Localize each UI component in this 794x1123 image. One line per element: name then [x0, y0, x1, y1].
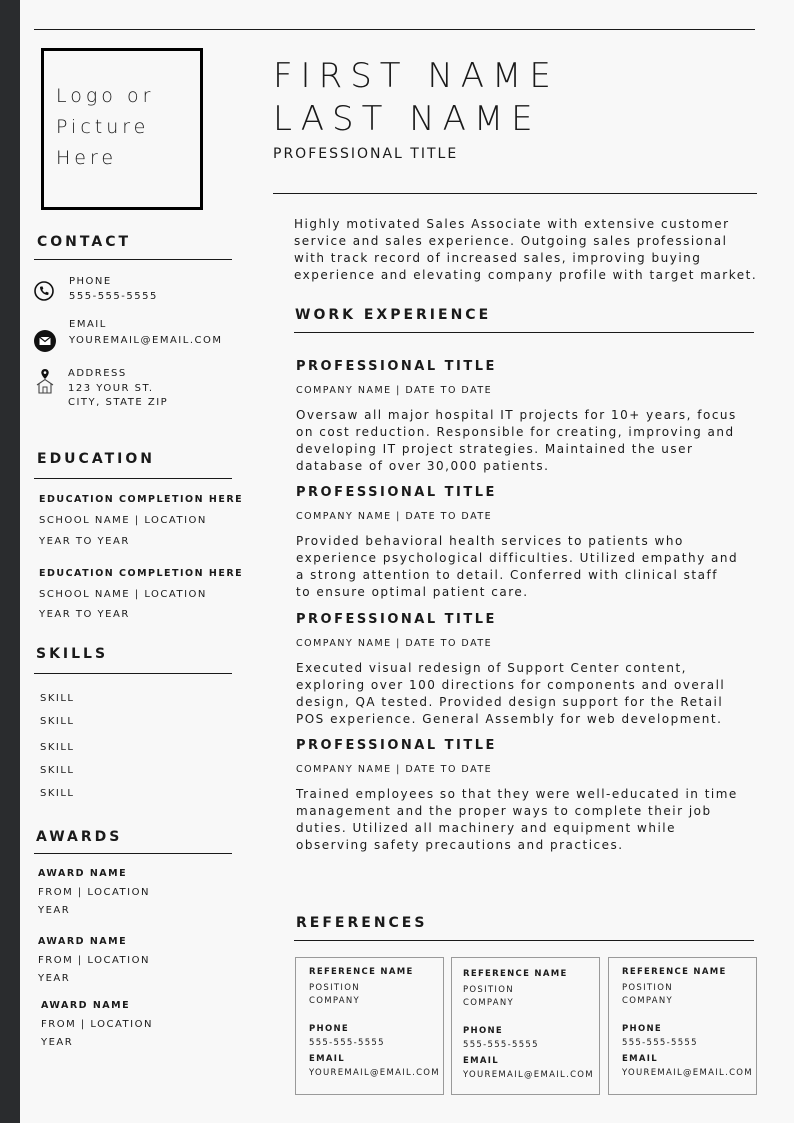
skill-item: SKILL — [40, 765, 75, 776]
job-title: PROFESSIONAL TITLE — [296, 485, 497, 500]
reference-card — [451, 957, 600, 1095]
education-school: SCHOOL NAME | LOCATION — [39, 589, 207, 600]
job-line: developing IT project strategies. Maintained the user — [296, 442, 694, 456]
reference-email: YOUREMAIL@EMAIL.COM — [309, 1068, 440, 1078]
awards-divider — [34, 853, 232, 854]
header-divider — [273, 193, 757, 194]
skills-heading: SKILLS — [36, 646, 109, 662]
summary-line: with track record of increased sales, improving buying — [294, 251, 702, 265]
reference-phone: 555-555-5555 — [463, 1040, 539, 1050]
address-line1: 123 YOUR ST. — [68, 383, 154, 394]
email-icon — [34, 330, 56, 352]
awards-heading: AWARDS — [36, 829, 123, 845]
phone-value: 555-555-5555 — [69, 291, 158, 302]
education-school: SCHOOL NAME | LOCATION — [39, 515, 207, 526]
job-title: PROFESSIONAL TITLE — [296, 359, 497, 374]
job-line: exploring over 100 directions for components and overall — [296, 678, 726, 692]
job-line: to ensure optimal patient care. — [296, 585, 529, 599]
award-year: YEAR — [38, 905, 71, 916]
reference-position: POSITION — [309, 983, 360, 993]
top-divider — [34, 29, 755, 30]
reference-position: POSITION — [622, 983, 673, 993]
contact-divider — [34, 259, 232, 260]
job-line: design, QA tested. Provided design support for the Retail — [296, 695, 724, 709]
job-entry — [296, 485, 766, 601]
reference-email-label: EMAIL — [622, 1054, 658, 1064]
skill-item: SKILL — [40, 788, 75, 799]
job-entry — [296, 738, 766, 854]
summary-line: experience and elevating company profile with target market. — [294, 268, 758, 282]
award-year: YEAR — [38, 973, 71, 984]
reference-card — [608, 957, 757, 1095]
reference-phone: 555-555-5555 — [309, 1038, 385, 1048]
award-name: AWARD NAME — [38, 936, 128, 947]
job-line: Oversaw all major hospital IT projects for 10+ years, focus — [296, 408, 737, 422]
email-value: YOUREMAIL@EMAIL.COM — [69, 335, 223, 346]
reference-card — [295, 957, 444, 1095]
email-label: EMAIL — [69, 319, 107, 330]
address-label: ADDRESS — [68, 368, 127, 379]
work-experience-heading: WORK EXPERIENCE — [295, 307, 492, 323]
skill-item: SKILL — [40, 693, 75, 704]
job-title: PROFESSIONAL TITLE — [296, 738, 497, 753]
home-location-icon — [35, 368, 57, 394]
logo-placeholder-text: Logo or Picture Here — [56, 85, 155, 169]
job-line: Executed visual redesign of Support Center content, — [296, 661, 687, 675]
job-line: Provided behavioral health services to patients who — [296, 534, 684, 548]
job-line: duties. Utilized all machinery and equipment while — [296, 821, 676, 835]
job-line: Trained employees so that they were well-educated in time — [296, 787, 738, 801]
phone-icon — [34, 281, 54, 301]
job-line: experience psychological difficulties. Utilized empathy and — [296, 551, 739, 565]
reference-phone: 555-555-5555 — [622, 1038, 698, 1048]
reference-email: YOUREMAIL@EMAIL.COM — [622, 1068, 753, 1078]
job-entry — [296, 612, 766, 728]
job-description — [296, 407, 766, 475]
summary — [294, 216, 764, 284]
reference-name: REFERENCE NAME — [463, 969, 568, 979]
reference-company: COMPANY — [463, 998, 515, 1008]
reference-email: YOUREMAIL@EMAIL.COM — [463, 1070, 594, 1080]
job-line: database of over 30,000 patients. — [296, 459, 550, 473]
job-line: POS experience. General Assembly for web development. — [296, 712, 723, 726]
contact-heading: CONTACT — [37, 234, 132, 250]
education-divider — [34, 478, 232, 479]
job-company: COMPANY NAME | DATE TO DATE — [296, 385, 493, 396]
phone-label: PHONE — [69, 276, 112, 287]
logo-placeholder — [41, 48, 203, 210]
references-divider — [294, 940, 754, 941]
award-name: AWARD NAME — [41, 1000, 131, 1011]
reference-phone-label: PHONE — [622, 1024, 662, 1034]
last-name: LAST NAME — [273, 99, 541, 139]
job-company: COMPANY NAME | DATE TO DATE — [296, 511, 493, 522]
job-company: COMPANY NAME | DATE TO DATE — [296, 638, 493, 649]
summary-line: Highly motivated Sales Associate with extensive customer — [294, 217, 730, 231]
award-name: AWARD NAME — [38, 868, 128, 879]
skill-item: SKILL — [40, 742, 75, 753]
education-years: YEAR TO YEAR — [39, 609, 130, 620]
award-year: YEAR — [41, 1037, 74, 1048]
reference-name: REFERENCE NAME — [622, 967, 727, 977]
skills-divider — [34, 673, 232, 674]
award-from: FROM | LOCATION — [38, 887, 150, 898]
education-degree: EDUCATION COMPLETION HERE — [39, 568, 244, 579]
reference-email-label: EMAIL — [463, 1056, 499, 1066]
professional-title: PROFESSIONAL TITLE — [273, 146, 459, 162]
first-name: FIRST NAME — [273, 56, 559, 96]
job-company: COMPANY NAME | DATE TO DATE — [296, 764, 493, 775]
reference-phone-label: PHONE — [463, 1026, 503, 1036]
work-divider — [294, 332, 754, 333]
reference-name: REFERENCE NAME — [309, 967, 414, 977]
job-line: management and the proper ways to complete their job — [296, 804, 712, 818]
education-years: YEAR TO YEAR — [39, 536, 130, 547]
education-heading: EDUCATION — [37, 451, 155, 467]
address-line2: CITY, STATE ZIP — [68, 397, 169, 408]
reference-company: COMPANY — [622, 996, 674, 1006]
sidebar-bar — [0, 0, 20, 1123]
reference-phone-label: PHONE — [309, 1024, 349, 1034]
references-heading: REFERENCES — [296, 915, 428, 931]
reference-position: POSITION — [463, 985, 514, 995]
award-from: FROM | LOCATION — [41, 1019, 153, 1030]
job-description — [296, 786, 766, 854]
job-description — [296, 533, 766, 601]
job-line: a strong attention to detail. Conferred with clinical staff — [296, 568, 718, 582]
job-line: observing safety precautions and practices. — [296, 838, 624, 852]
job-entry — [296, 359, 766, 475]
reference-email-label: EMAIL — [309, 1054, 345, 1064]
job-description — [296, 660, 766, 728]
education-degree: EDUCATION COMPLETION HERE — [39, 494, 244, 505]
skill-item: SKILL — [40, 716, 75, 727]
summary-line: service and sales experience. Outgoing sales professional — [294, 234, 728, 248]
job-title: PROFESSIONAL TITLE — [296, 612, 497, 627]
award-from: FROM | LOCATION — [38, 955, 150, 966]
job-line: on cost reduction. Responsible for creating, improving and — [296, 425, 735, 439]
reference-company: COMPANY — [309, 996, 361, 1006]
